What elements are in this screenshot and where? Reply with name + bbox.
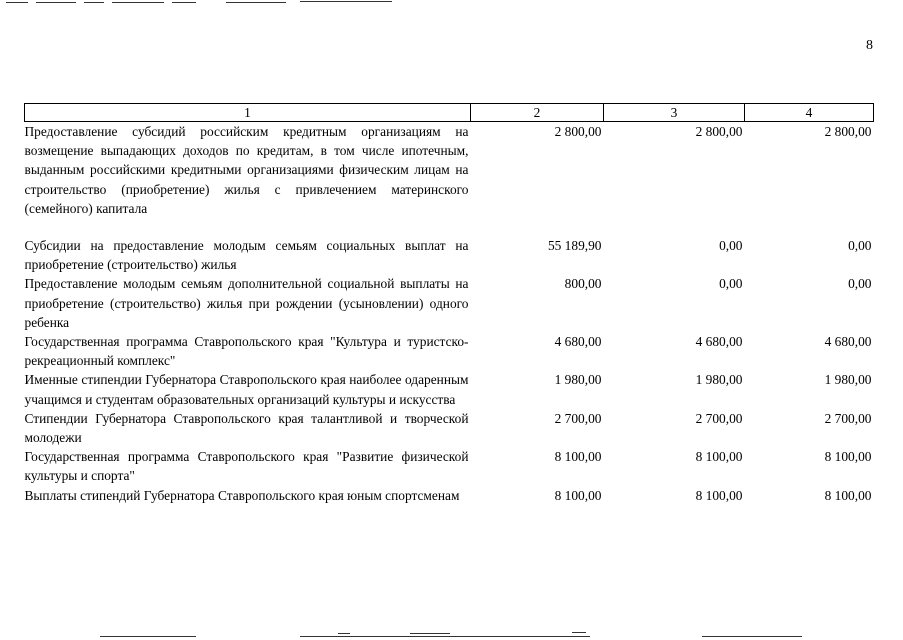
header-cell-2: 2	[471, 104, 604, 122]
scan-artifact-bottom-3	[338, 633, 350, 634]
header-cell-4: 4	[745, 104, 874, 122]
row-value-col2: 8 100,00	[554, 449, 602, 465]
page-number: 8	[866, 38, 873, 53]
row-value-col4: 8 100,00	[824, 449, 872, 465]
table-spacer	[25, 218, 874, 236]
scan-artifact-top-6	[226, 2, 286, 3]
row-value-col2: 8 100,00	[554, 487, 602, 503]
row-value-col4: 8 100,00	[824, 487, 872, 503]
row-value-col2: 4 680,00	[554, 334, 602, 350]
scan-artifact-bottom-2	[300, 636, 590, 637]
row-value-col2: 2 700,00	[554, 410, 602, 426]
row-value-col3: 0,00	[719, 276, 743, 292]
scan-artifact-bottom-4	[410, 633, 450, 634]
header-cell-3: 3	[604, 104, 745, 122]
scan-artifact-top-7	[300, 1, 392, 2]
row-description: Государственная программа Ставропольского края "Развитие физической культуры и спорта"	[24, 449, 469, 484]
scan-artifact-bottom-6	[702, 636, 802, 637]
table-row	[25, 236, 874, 274]
row-description: Именные стипендии Губернатора Ставропольского края наиболее одаренным учащимся и студентам образовательных организаций культуры и искусства	[24, 372, 469, 407]
row-value-col2: 800,00	[564, 276, 602, 292]
table-row	[25, 122, 874, 219]
table-row	[25, 486, 874, 505]
scan-artifact-bottom-5	[572, 632, 586, 633]
row-value-col3: 2 700,00	[695, 410, 743, 426]
row-value-col3: 1 980,00	[695, 372, 743, 388]
scan-artifact-bottom-1	[100, 636, 196, 637]
scan-artifact-top-3	[84, 2, 104, 3]
row-description: Субсидии на предоставление молодым семьям социальных выплат на приобретение (строительство) жилья	[24, 238, 469, 273]
row-value-col3: 8 100,00	[695, 487, 743, 503]
table-row	[25, 409, 874, 447]
row-value-col2: 55 189,90	[547, 238, 602, 254]
row-value-col3: 4 680,00	[695, 334, 743, 350]
scan-artifact-top-5	[172, 2, 196, 3]
row-value-col3: 0,00	[719, 238, 743, 254]
row-value-col3: 2 800,00	[695, 124, 743, 139]
row-value-col4: 2 800,00	[824, 124, 872, 139]
row-description: Государственная программа Ставропольского края "Культура и туристско-рекреационный комплекс"	[24, 334, 469, 369]
row-value-col4: 0,00	[848, 238, 872, 254]
table-header-row	[25, 104, 874, 122]
row-description: Выплаты стипендий Губернатора Ставропольского края юным спортсменам	[24, 487, 460, 503]
table-row	[25, 370, 874, 408]
table-row	[25, 447, 874, 485]
row-description: Стипендии Губернатора Ставропольского края талантливой и творческой молодежи	[24, 410, 469, 446]
table-row	[25, 332, 874, 370]
row-value-col4: 1 980,00	[824, 372, 872, 388]
scan-artifact-top-1	[6, 2, 28, 3]
row-value-col2: 2 800,00	[554, 124, 602, 139]
row-value-col4: 4 680,00	[824, 334, 872, 350]
row-description: Предоставление молодым семьям дополнительной социальной выплаты на приобретение (строительство) жилья при рождении (усыновлении) одного ребенка	[24, 276, 469, 330]
row-description: Предоставление субсидий российским кредитным организациям на возмещение выпадающих доходов по кредитам, в том числе ипотечным, выданным российскими кредитными организациями физическим лицам на строительство (приобретение) жилья с привлечением материнского (семейного) капитала	[24, 124, 469, 216]
scan-artifact-top-2	[36, 2, 76, 3]
budget-table-container	[24, 103, 873, 505]
scan-artifact-top-4	[112, 2, 164, 3]
row-value-col2: 1 980,00	[554, 372, 602, 388]
table-row	[25, 274, 874, 332]
row-value-col3: 8 100,00	[695, 449, 743, 465]
header-cell-1: 1	[25, 104, 471, 122]
row-value-col4: 0,00	[848, 276, 872, 292]
row-value-col4: 2 700,00	[824, 410, 872, 426]
budget-table	[24, 103, 874, 505]
table-spacer-row	[25, 218, 874, 236]
